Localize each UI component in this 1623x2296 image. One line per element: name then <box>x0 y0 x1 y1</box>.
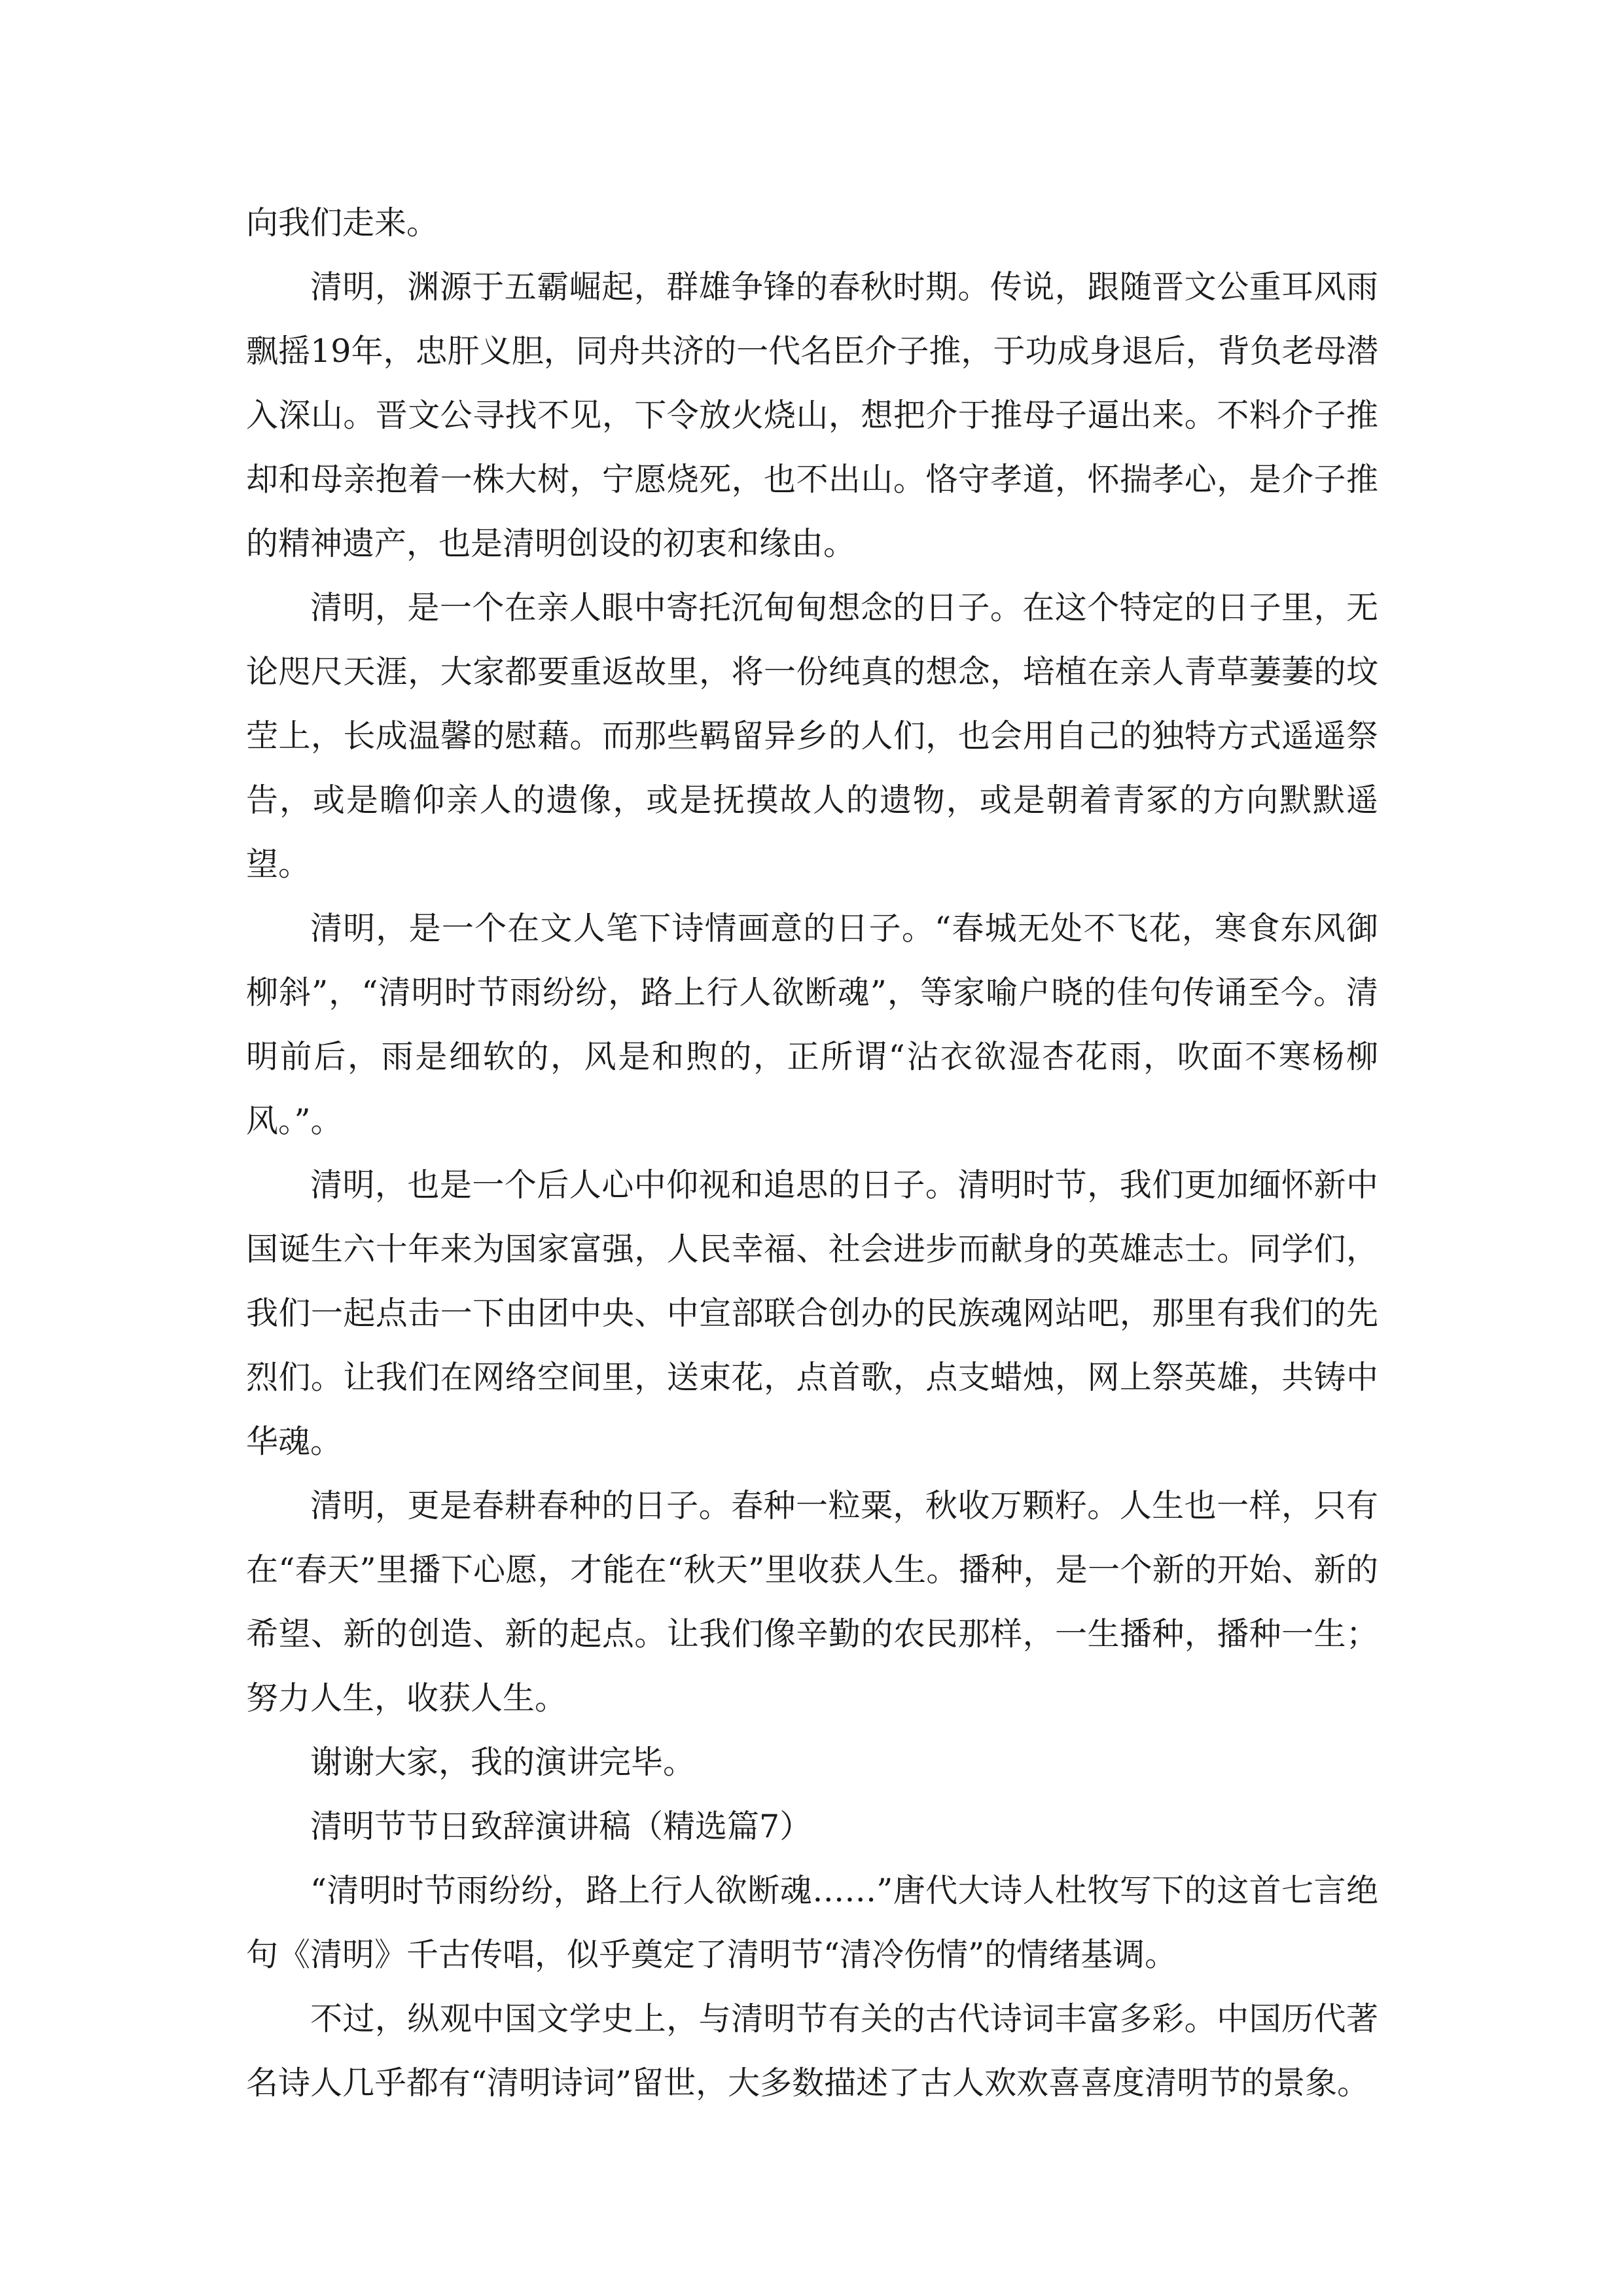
paragraph-spring-planting: 清明，更是春耕春种的日子。春种一粒粟，秋收万颗籽。人生也一样，只有在“春天”里播下心愿，才能在“秋天”里收获人生。播种，是一个新的开始、新的希望、新的创造、新的起点。让我们像辛勤的农民那样，一生播种，播种一生；努力人生，收获人生。 <box>246 1487 1378 1717</box>
paragraph-literary-history: 不过，纵观中国文学史上，与清明节有关的古代诗词丰富多彩。中国历代著名诗人几乎都有“清明诗词”留世，大多数描述了古人欢欢喜喜度清明节的景象。 <box>246 2000 1378 2102</box>
paragraph-du-mu-poem: “清明时节雨纷纷，路上行人欲断魂……”唐代大诗人杜牧写下的这首七言绝句《清明》千古传唱，似乎奠定了清明节“清冷伤情”的情绪基调。 <box>246 1872 1378 1973</box>
paragraph-heroes: 清明，也是一个后人心中仰视和追思的日子。清明时节，我们更加缅怀新中国诞生六十年来为国家富强，人民幸福、社会进步而献身的英雄志士。同学们，我们一起点击一下由团中央、中宣部联合创办的民族魂网站吧，那里有我们的先烈们。让我们在网络空间里，送束花，点首歌，点支蜡烛，网上祭英雄，共铸中华魂。 <box>246 1166 1378 1460</box>
paragraph-poetry: 清明，是一个在文人笔下诗情画意的日子。“春城无处不飞花，寒食东风御柳斜”，“清明时节雨纷纷，路上行人欲断魂”，等家喻户晓的佳句传诵至今。清明前后，雨是细软的，风是和煦的，正所谓“沾衣欲湿杏花雨，吹面不寒杨柳风。”。 <box>246 910 1378 1139</box>
paragraph-origin: 清明，渊源于五霸崛起，群雄争锋的春秋时期。传说，跟随晋文公重耳风雨飘摇19年，忠肝义胆，同舟共济的一代名臣介子推，于功成身退后，背负老母潜入深山。晋文公寻找不见，下令放火烧山，想把介于推母子逼出来。不料介子推却和母亲抱着一株大树，宁愿烧死，也不出山。恪守孝道，怀揣孝心，是介子推的精神遗产，也是清明创设的初衷和缘由。 <box>246 268 1378 562</box>
paragraph-remembrance: 清明，是一个在亲人眼中寄托沉甸甸想念的日子。在这个特定的日子里，无论咫尺天涯，大家都要重返故里，将一份纯真的想念，培植在亲人青草萋萋的坟茔上，长成温馨的慰藉。而那些羁留异乡的人们，也会用自己的独特方式遥遥祭告，或是瞻仰亲人的遗像，或是抚摸故人的遗物，或是朝着青冢的方向默默遥望。 <box>246 589 1378 883</box>
section-title: 清明节节日致辞演讲稿（精选篇7） <box>310 1808 812 1845</box>
paragraph-closing: 谢谢大家，我的演讲完毕。 <box>310 1744 696 1781</box>
document-body <box>246 191 1378 2115</box>
paragraph-continuation: 向我们走来。 <box>246 204 439 242</box>
